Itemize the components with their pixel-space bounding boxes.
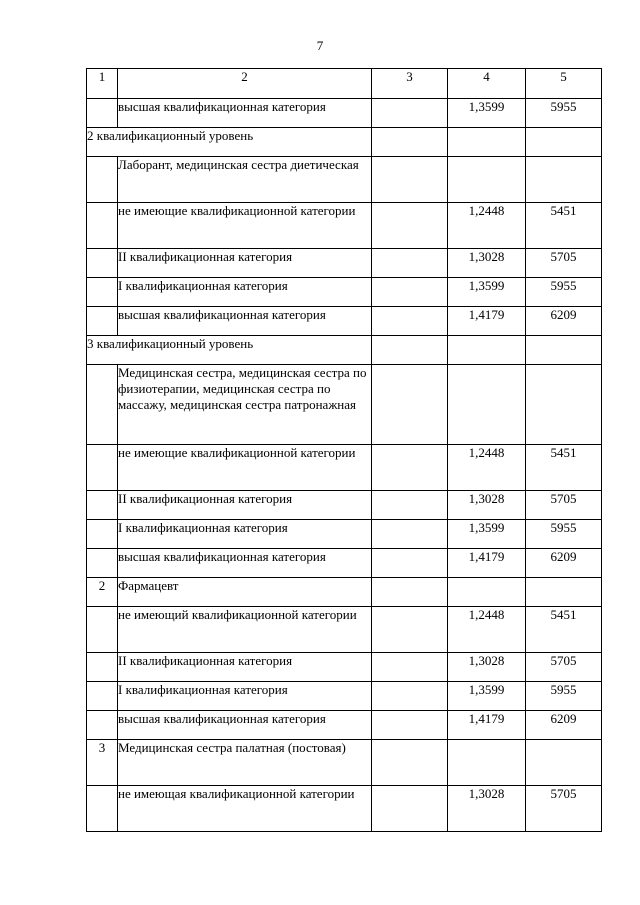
position-name-cell: не имеющая квалификационной категории <box>118 786 372 832</box>
col3-cell <box>372 336 448 365</box>
salary-cell: 5705 <box>526 491 602 520</box>
coefficient-cell <box>448 336 526 365</box>
coefficient-cell: 1,3028 <box>448 249 526 278</box>
level-title: 3 квалификационный уровень <box>87 336 372 365</box>
table-row <box>87 157 602 203</box>
position-name-cell: Медицинская сестра палатная (постовая) <box>118 740 372 786</box>
table-row <box>87 203 602 249</box>
level-title: 2 квалификационный уровень <box>87 128 372 157</box>
row-number-cell <box>87 786 118 832</box>
table-row <box>87 99 602 128</box>
coefficient-cell <box>448 365 526 445</box>
coefficient-cell: 1,3028 <box>448 491 526 520</box>
coefficient-cell <box>448 128 526 157</box>
col3-cell <box>372 249 448 278</box>
salary-cell <box>526 128 602 157</box>
salary-cell: 5705 <box>526 653 602 682</box>
row-number-cell: 2 <box>87 578 118 607</box>
table-row <box>87 740 602 786</box>
salary-cell <box>526 365 602 445</box>
coefficient-cell: 1,4179 <box>448 711 526 740</box>
table-row <box>87 578 602 607</box>
salary-table <box>86 68 602 832</box>
col3-cell <box>372 491 448 520</box>
salary-cell: 5705 <box>526 249 602 278</box>
salary-cell <box>526 157 602 203</box>
table-row <box>87 365 602 445</box>
salary-cell: 5451 <box>526 607 602 653</box>
col3-cell <box>372 128 448 157</box>
row-number-cell: 3 <box>87 740 118 786</box>
row-number-cell <box>87 157 118 203</box>
table-row <box>87 607 602 653</box>
position-name-cell: высшая квалификационная категория <box>118 307 372 336</box>
salary-cell <box>526 336 602 365</box>
coefficient-cell <box>448 157 526 203</box>
col3-cell <box>372 740 448 786</box>
table-row <box>87 786 602 832</box>
salary-cell: 5955 <box>526 278 602 307</box>
salary-cell: 5955 <box>526 99 602 128</box>
header-row <box>87 69 602 99</box>
col3-cell <box>372 549 448 578</box>
row-number-cell <box>87 491 118 520</box>
row-number-cell <box>87 607 118 653</box>
position-name-cell: не имеющие квалификационной категории <box>118 445 372 491</box>
col3-cell <box>372 682 448 711</box>
coefficient-cell: 1,3599 <box>448 99 526 128</box>
salary-cell: 5451 <box>526 445 602 491</box>
col3-cell <box>372 653 448 682</box>
header-cell: 2 <box>118 69 372 99</box>
coefficient-cell: 1,2448 <box>448 607 526 653</box>
row-number-cell <box>87 249 118 278</box>
col3-cell <box>372 445 448 491</box>
row-number-cell <box>87 203 118 249</box>
salary-cell: 5955 <box>526 682 602 711</box>
coefficient-cell: 1,3599 <box>448 682 526 711</box>
position-name-cell: не имеющие квалификационной категории <box>118 203 372 249</box>
coefficient-cell <box>448 740 526 786</box>
row-number-cell <box>87 711 118 740</box>
row-number-cell <box>87 99 118 128</box>
col3-cell <box>372 520 448 549</box>
salary-cell: 5955 <box>526 520 602 549</box>
row-number-cell <box>87 365 118 445</box>
position-name-cell: II квалификационная категория <box>118 491 372 520</box>
table-row <box>87 278 602 307</box>
coefficient-cell <box>448 578 526 607</box>
row-number-cell <box>87 307 118 336</box>
col3-cell <box>372 99 448 128</box>
position-name-cell: I квалификационная категория <box>118 682 372 711</box>
col3-cell <box>372 786 448 832</box>
coefficient-cell: 1,3599 <box>448 278 526 307</box>
position-name-cell: I квалификационная категория <box>118 520 372 549</box>
table-row <box>87 549 602 578</box>
level-row <box>87 128 602 157</box>
coefficient-cell: 1,3599 <box>448 520 526 549</box>
table-row <box>87 445 602 491</box>
col3-cell <box>372 307 448 336</box>
col3-cell <box>372 157 448 203</box>
table-row <box>87 682 602 711</box>
table-row <box>87 491 602 520</box>
header-cell: 4 <box>448 69 526 99</box>
position-name-cell: I квалификационная категория <box>118 278 372 307</box>
table-row <box>87 520 602 549</box>
salary-cell: 5705 <box>526 786 602 832</box>
salary-cell: 6209 <box>526 549 602 578</box>
position-name-cell: Фармацевт <box>118 578 372 607</box>
salary-cell <box>526 740 602 786</box>
position-name-cell: II квалификационная категория <box>118 653 372 682</box>
level-row <box>87 336 602 365</box>
position-name-cell: высшая квалификационная категория <box>118 549 372 578</box>
col3-cell <box>372 278 448 307</box>
header-cell: 5 <box>526 69 602 99</box>
col3-cell <box>372 203 448 249</box>
table-row <box>87 307 602 336</box>
salary-cell <box>526 578 602 607</box>
coefficient-cell: 1,4179 <box>448 307 526 336</box>
row-number-cell <box>87 278 118 307</box>
col3-cell <box>372 711 448 740</box>
coefficient-cell: 1,3028 <box>448 653 526 682</box>
row-number-cell <box>87 549 118 578</box>
row-number-cell <box>87 653 118 682</box>
coefficient-cell: 1,2448 <box>448 203 526 249</box>
position-name-cell: высшая квалификационная категория <box>118 711 372 740</box>
position-name-cell: высшая квалификационная категория <box>118 99 372 128</box>
col3-cell <box>372 607 448 653</box>
col3-cell <box>372 578 448 607</box>
position-name-cell: не имеющий квалификационной категории <box>118 607 372 653</box>
header-cell: 3 <box>372 69 448 99</box>
table-row <box>87 249 602 278</box>
row-number-cell <box>87 520 118 549</box>
row-number-cell <box>87 682 118 711</box>
header-cell: 1 <box>87 69 118 99</box>
position-name-cell: Медицинская сестра, медицинская сестра по физиотерапии, медицинская сестра по массажу, медицинская сестра патронажная <box>118 365 372 445</box>
salary-cell: 6209 <box>526 711 602 740</box>
salary-cell: 5451 <box>526 203 602 249</box>
position-name-cell: II квалификационная категория <box>118 249 372 278</box>
col3-cell <box>372 365 448 445</box>
coefficient-cell: 1,2448 <box>448 445 526 491</box>
table-row <box>87 711 602 740</box>
table-row <box>87 653 602 682</box>
salary-cell: 6209 <box>526 307 602 336</box>
page-number: 7 <box>316 38 324 53</box>
position-name-cell: Лаборант, медицинская сестра диетическая <box>118 157 372 203</box>
coefficient-cell: 1,3028 <box>448 786 526 832</box>
row-number-cell <box>87 445 118 491</box>
coefficient-cell: 1,4179 <box>448 549 526 578</box>
